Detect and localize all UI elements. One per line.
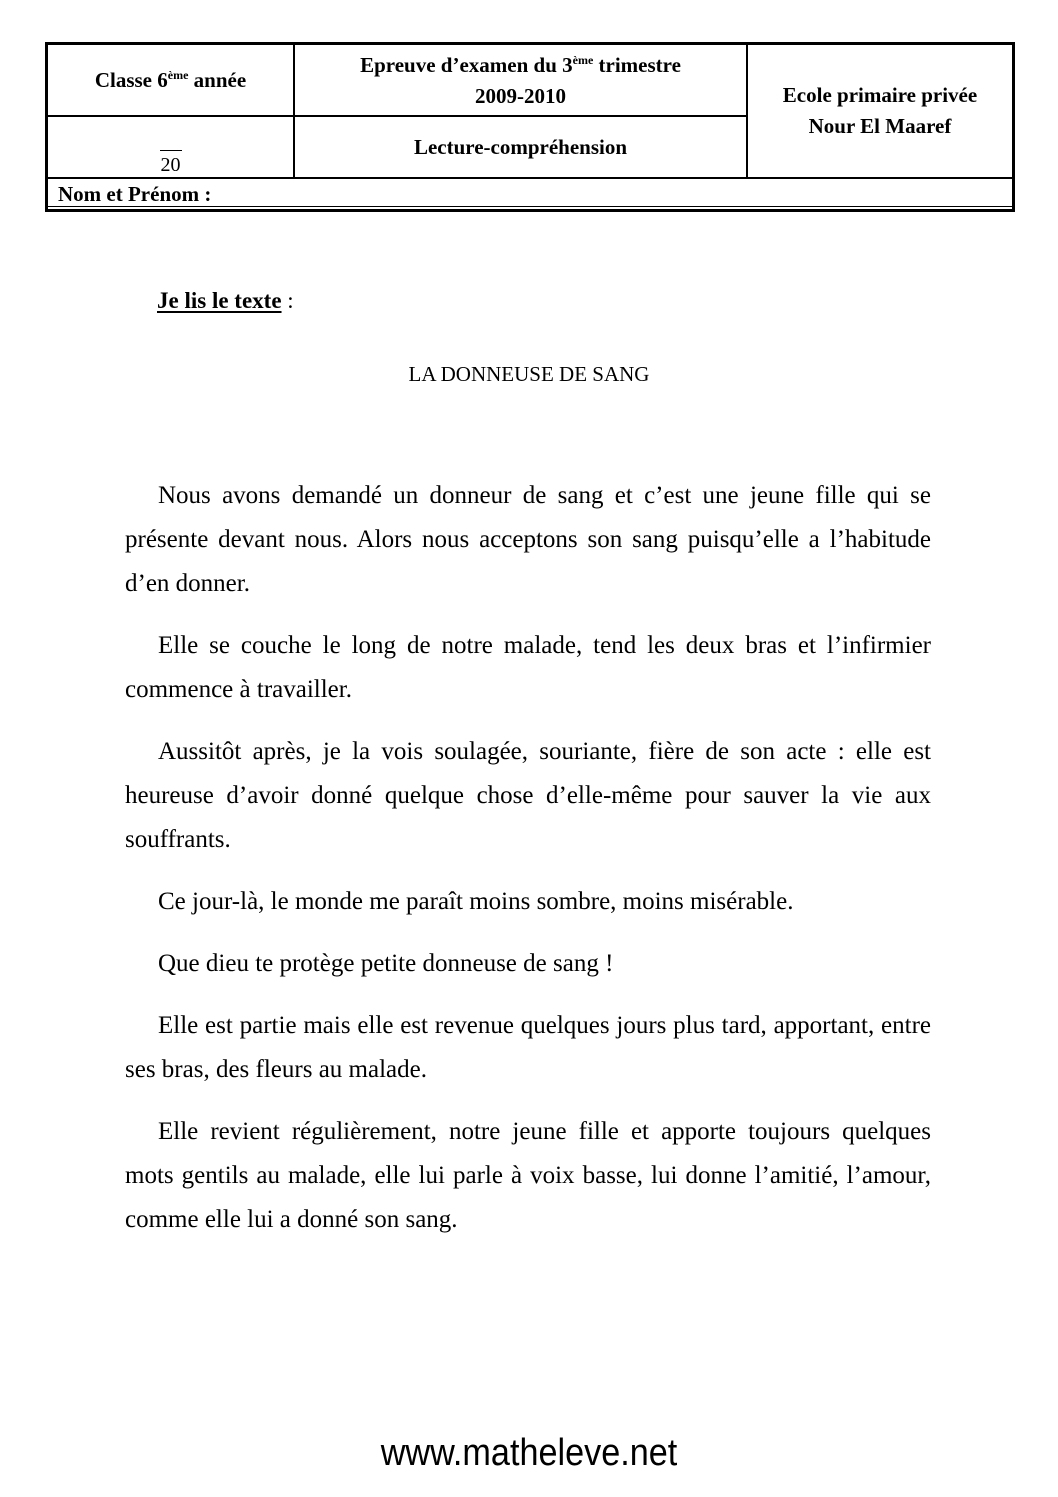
- name-field: [58, 179, 998, 209]
- paragraph: Aussitôt après, je la vois soulagée, souriante, fière de son acte : elle est heureuse d’avoir donné quelque chose d’elle-même pour sauver la vie aux souffrants.: [125, 738, 931, 853]
- class-cell: [48, 45, 293, 115]
- name-label: Nom et Prénom :: [58, 181, 212, 206]
- section-heading-text: Je lis le texte: [157, 288, 282, 313]
- website-watermark: www.matheleve.net: [380, 1432, 678, 1474]
- paragraph: Ce jour-là, le monde me paraît moins sombre, moins misérable.: [158, 888, 794, 915]
- school-name-line1: Ecole primaire privée: [782, 83, 978, 107]
- subject-label: Lecture-compréhension: [413, 134, 628, 159]
- score-cell: [48, 117, 293, 177]
- school-name-line2: Nour El Maaref: [808, 114, 952, 138]
- class-label: Classe 6ème année: [94, 67, 247, 92]
- exam-header-table: [45, 42, 1015, 212]
- section-colon: :: [281, 288, 294, 313]
- paragraph: Elle est partie mais elle est revenue quelques jours plus tard, apportant, entre ses bras, des fleurs au malade.: [125, 1012, 931, 1083]
- paragraph: Que dieu te protège petite donneuse de sang !: [158, 950, 614, 977]
- score-denominator: 20: [160, 150, 182, 175]
- school-cell: [748, 45, 1012, 177]
- subject-cell: [295, 117, 746, 177]
- paragraph: Nous avons demandé un donneur de sang et c’est une jeune fille qui se présente devant nous. Alors nous acceptons son sang puisqu’elle a l’habitude d’en donner.: [125, 482, 931, 597]
- exam-cell: [295, 47, 746, 115]
- paragraph: Elle revient régulièrement, notre jeune fille et apporte toujours quelques mots gentils au malade, elle lui parle à voix basse, lui donne l’amitié, l’amour, comme elle lui a donné son sang.: [125, 1118, 931, 1233]
- text-title: LA DONNEUSE DE SANG: [408, 362, 650, 386]
- exam-title: Epreuve d’examen du 3ème trimestre: [360, 53, 681, 77]
- section-heading: [157, 288, 294, 314]
- paragraph: Elle se couche le long de notre malade, tend les deux bras et l’infirmier commence à travailler.: [125, 632, 931, 703]
- reading-text: [125, 474, 931, 1260]
- exam-year: 2009-2010: [475, 84, 566, 108]
